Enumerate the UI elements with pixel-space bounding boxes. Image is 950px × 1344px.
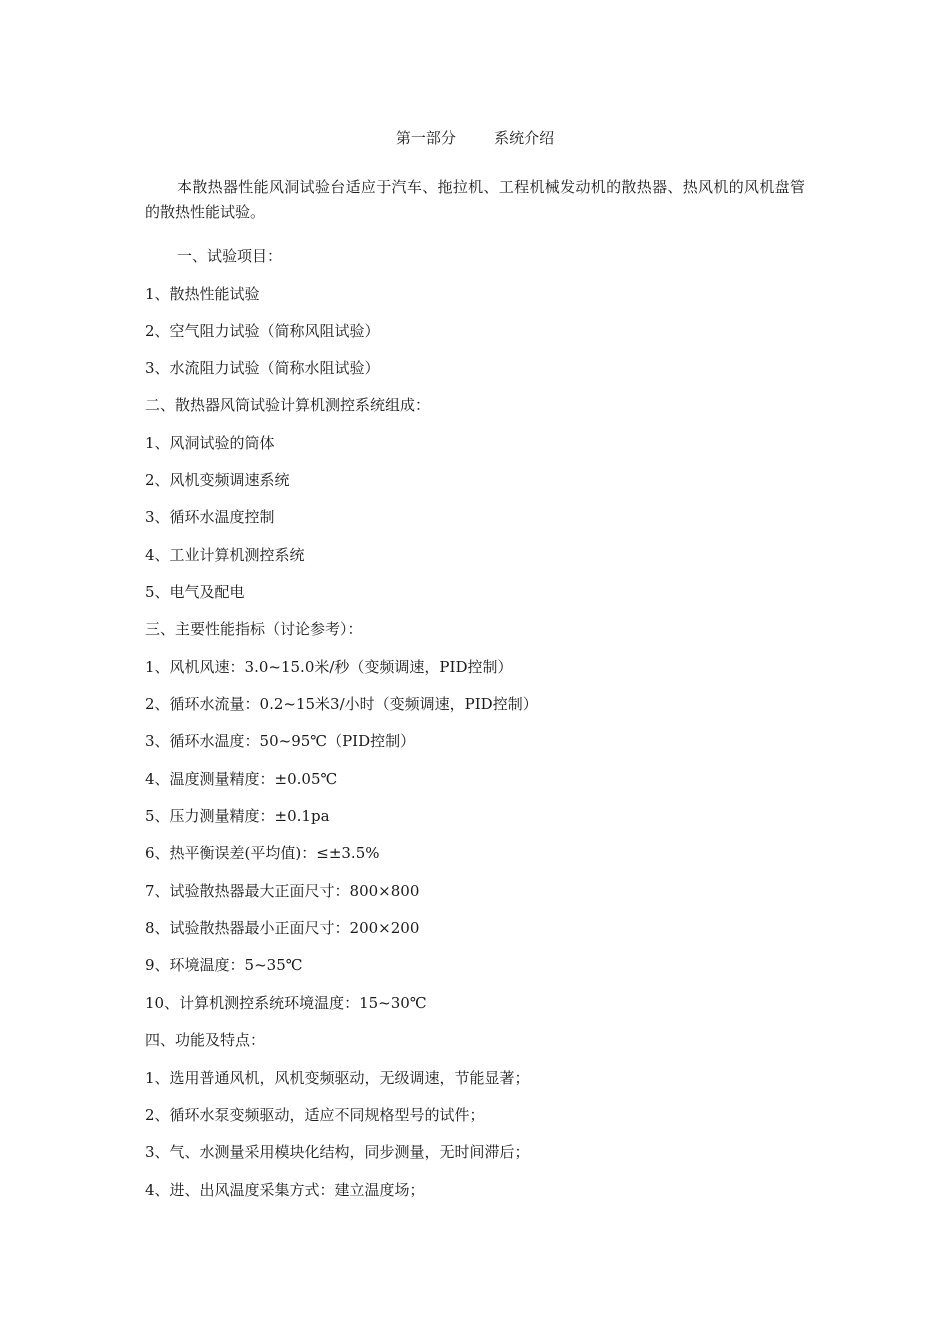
list-item: 3、循环水温度控制 (145, 508, 275, 526)
list-item: 3、循环水温度：50~95℃（PID控制） (145, 732, 416, 750)
list-item: 8、试验散热器最小正面尺寸：200×200 (145, 919, 420, 937)
list-item: 1、散热性能试验 (145, 285, 260, 303)
intro-paragraph: 本散热器性能风洞试验台适应于汽车、拖拉机、工程机械发动机的散热器、热风机的风机盘管的散热性能试验。 (145, 178, 805, 221)
list-item: 3、水流阻力试验（简称水阻试验） (145, 359, 380, 377)
list-item: 2、风机变频调速系统 (145, 471, 290, 489)
list-item: 10、计算机测控系统环境温度：15~30℃ (145, 994, 427, 1012)
list-item: 6、热平衡误差(平均值)：≤±3.5% (145, 844, 380, 862)
list-item: 2、空气阻力试验（简称风阻试验） (145, 322, 380, 340)
list-item: 3、气、水测量采用模块化结构，同步测量，无时间滞后； (145, 1143, 530, 1161)
list-item: 7、试验散热器最大正面尺寸：800×800 (145, 882, 420, 900)
section-heading-test-items: 一、试验项目： (177, 247, 283, 265)
list-item: 4、温度测量精度：±0.05℃ (145, 770, 338, 788)
list-item: 4、进、出风温度采集方式：建立温度场； (145, 1181, 425, 1199)
list-item: 9、环境温度：5~35℃ (145, 956, 303, 974)
section-heading-performance-specs: 三、主要性能指标（讨论参考）： (145, 620, 363, 638)
list-item: 1、风洞试验的筒体 (145, 434, 275, 452)
list-item: 2、循环水泵变频驱动，适应不同规格型号的试件； (145, 1106, 485, 1124)
list-item: 1、风机风速：3.0~15.0米/秒（变频调速，PID控制） (145, 658, 513, 676)
list-item: 2、循环水流量：0.2~15米3/小时（变频调速，PID控制） (145, 695, 538, 713)
list-item: 5、电气及配电 (145, 583, 245, 601)
section-heading-features: 四、功能及特点： (145, 1031, 266, 1049)
list-item: 1、选用普通风机，风机变频驱动，无级调速，节能显著； (145, 1069, 530, 1087)
section-heading-system-composition: 二、散热器风筒试验计算机测控系统组成： (145, 396, 431, 414)
page-title: 第一部分 系统介绍 (395, 129, 555, 147)
list-item: 5、压力测量精度：±0.1pa (145, 807, 330, 825)
list-item: 4、工业计算机测控系统 (145, 546, 305, 564)
